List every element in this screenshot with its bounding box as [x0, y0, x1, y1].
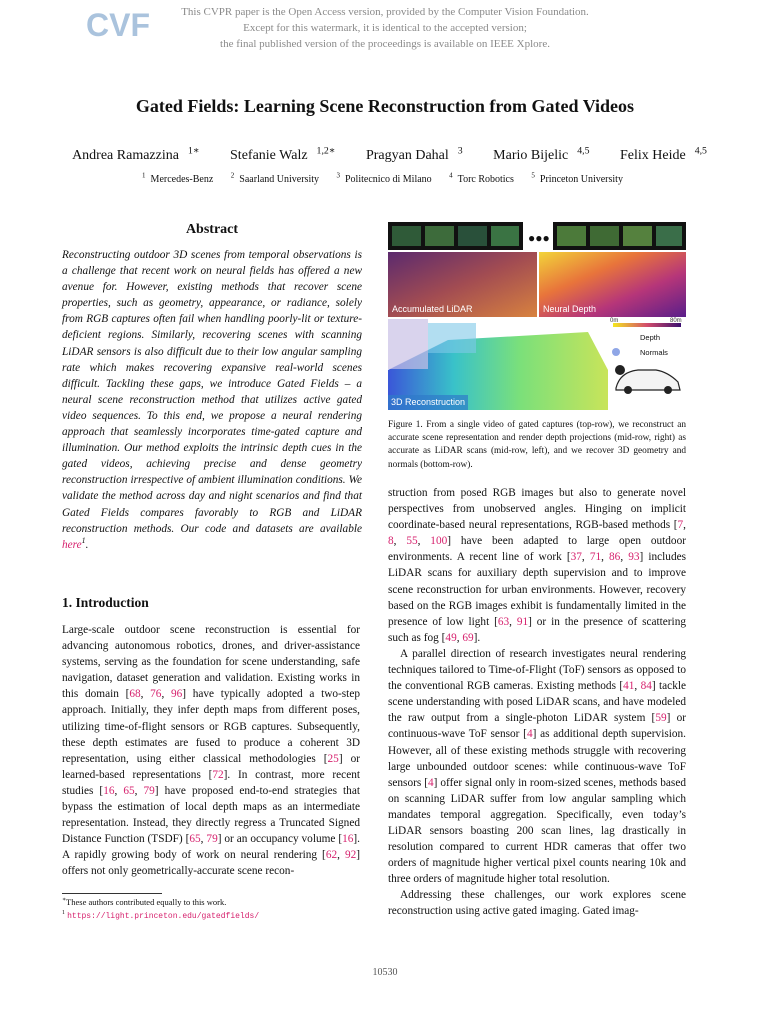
colorbar-min: 0m	[610, 318, 619, 324]
citation-link[interactable]: 71	[589, 551, 602, 564]
citation-link[interactable]: 91	[516, 615, 529, 628]
watermark-line-1: This CVPR paper is the Open Access version, provided by the Computer Vision Foundation.	[181, 6, 589, 18]
citation-link[interactable]: 93	[628, 551, 640, 564]
label-accumulated-lidar: Accumulated LiDAR	[392, 304, 473, 314]
label-neural-depth: Neural Depth	[543, 304, 597, 314]
cvf-logo	[84, 6, 150, 47]
abstract-heading: Abstract	[185, 222, 239, 237]
citation-link[interactable]: 37	[570, 551, 582, 564]
citation-link[interactable]: 79	[206, 833, 218, 846]
section-heading-introduction: 1. Introduction	[62, 595, 149, 610]
figure-1	[388, 220, 686, 410]
citation-link[interactable]: 92	[344, 849, 357, 862]
citation-link[interactable]: 16	[103, 784, 115, 797]
ellipsis-dots: ●●●	[528, 231, 550, 245]
label-3d-reconstruction: 3D Reconstruction	[391, 397, 466, 407]
citation-link[interactable]: 49	[445, 631, 457, 644]
citation-link[interactable]: 8	[388, 535, 394, 548]
paragraph: Addressing these challenges, our work explores scene reconstruction using active gated imaging. Gated imag-	[388, 889, 686, 918]
reconstruction-panel	[388, 318, 686, 410]
legend-normals: Normals	[640, 348, 668, 357]
paper-title: Gated Fields: Learning Scene Reconstruction from Gated Videos	[135, 96, 635, 116]
project-url-link[interactable]: https://light.princeton.edu/gatedfields/	[67, 912, 260, 921]
paragraph: A parallel direction of research investigates neural rendering techniques tailored to Time-of-Flight (ToF) sensors as opposed to the conventional RGB cameras. Existing methods [41, 84] tackle scene understanding with posed LiDAR scans, and have modeled the raw output from a single-photon LiDAR system [59] or continuous-wave ToF sensor [4] as additional depth supervision. However, all of these existing methods struggle with recovering large unbounded outdoor scenes: while continuous-wave ToF sensors [4] offer signal only in room-sized scenes, methods based on scanning LiDAR suffer from low angular sampling which mandates temporal aggregation. Specifically, even today’s LiDAR sensors boasting 200 scan lines, lag drastically in resolution compared to current HDR cameras that offer two orders of magnitude higher vertical pixel counts nearing 10k and three orders of magnitude higher total resolution.	[388, 647, 687, 886]
watermark-line-2: Except for this watermark, it is identical to the accepted version;	[243, 22, 527, 34]
code-link[interactable]: here	[62, 538, 82, 551]
author: Andrea Ramazzina $^{1∗}$	[72, 145, 200, 163]
sensor-icon	[615, 365, 625, 375]
author: Mario Bijelic $^{4,5}$	[493, 145, 590, 163]
citation-link[interactable]: 59	[655, 712, 667, 725]
paragraph: struction from posed RGB images but also to generate novel perspectives from unobserved angles. Hinging on implicit coordinate-based neural representations, RGB-based methods [7, 8, 55, 100] have been adapted to large open outdoor environments. A recent line of work [37, 71, 86, 93] includes LiDAR scans for auxiliary depth supervision and to improve scene reconstruction for urban environments. However, recovery based on the RGB images exhibit is fundamentally limited in the presence of low light [63, 91] or in the presence of scattering such as fog [49, 69].	[388, 487, 686, 644]
figure-1-caption: Figure 1. From a single video of gated captures (top-row), we reconstruct an accurate scene representation and render depth projections (mid-row, right) as accurate as LiDAR scans (mid-row, left), and we recover 3D geometry and normals (bottom-row).	[388, 420, 686, 470]
citation-link[interactable]: 65	[189, 833, 201, 846]
citation-link[interactable]: 69	[462, 631, 474, 644]
author: Pragyan Dahal $^3$	[365, 145, 463, 163]
author: Stefanie Walz $^{1,2∗}$	[230, 145, 336, 163]
right-column-text	[388, 485, 686, 920]
citation-link[interactable]: 7	[677, 519, 684, 532]
affiliation-list	[0, 171, 770, 185]
intro-paragraph: Large-scale outdoor scene reconstruction is essential for advancing autonomous robotics, drones, and driver-assistance systems, serving as the foundation for scene understanding, safe navigation, dataset generation and validation. Existing works in this domain [68, 76, 96] have typically adopted a two-step approach. Initially, they infer depth maps from different poses, utilizing time-of-flight sensors or RGB captures. Subsequently, these depth estimates are fused to produce a coherent 3D representation, using either classical methodologies [25] or learned-based representations [72]. In contrast, more recent studies [16, 65, 79] have proposed end-to-end strategies that bypass the estimation of local depth maps as an intermediate representation. Instead, they directly regress a Truncated Signed Distance Function (TSDF) [65, 79] or an occupancy volume [16]. A rapidly growing body of work on neural rendering [62, 92] offers not only geometrically-accurate scene recon-	[62, 624, 360, 878]
watermark-line-3: the final published version of the proceedings is available on IEEE Xplore.	[220, 38, 550, 50]
citation-link[interactable]: 96	[170, 688, 183, 701]
affiliation: $^3$ Politecnico di Milano	[336, 171, 432, 185]
affiliation: $^2$ Saarland University	[230, 171, 319, 185]
affiliation: $^4$ Torc Robotics	[449, 171, 514, 185]
citation-link[interactable]: 25	[327, 752, 339, 765]
citation-link[interactable]: 76	[150, 688, 162, 701]
accumulated-lidar-panel	[388, 252, 537, 317]
citation-link[interactable]: 63	[497, 615, 510, 628]
citation-link[interactable]: 86	[609, 551, 621, 564]
cvf-logo-text: CVF	[86, 7, 150, 43]
footnote-rule	[62, 893, 162, 894]
citation-link[interactable]: 79	[143, 784, 155, 797]
author-list	[0, 145, 770, 164]
citation-link[interactable]: 72	[212, 768, 224, 781]
abstract-text: Reconstructing outdoor 3D scenes from temporal observations is a challenge that recent work on neural fields has offered a new avenue for. However, existing methods that recover scene properties, such as geometry, appearance, or radiance, solely from RGB captures often fail when handling poorly-lit or texture-deficient regions. Similarly, recovering scenes with scanning LiDAR sensors is also difficult due to their low angular sampling rate which makes recovering expansive real-world scenes difficult. Tackling these gaps, we introduce Gated Fields – a neural scene reconstruction method that utilizes active gated video sequences. To this end, we propose a neural rendering approach that seamlessly incorporates time-gated capture and illumination. Our method exploits the intrinsic depth cues in the gated videos, achieving precise and dense geometry reconstruction irrespective of ambient illumination conditions. We validate the method across day and night scenarios and find that Gated Fields compares favorably to RGB and LiDAR reconstruction methods. Our code and datasets are available here$^1$.	[62, 249, 362, 551]
citation-link[interactable]: 4	[526, 728, 533, 741]
affiliation: $^5$ Princeton University	[531, 171, 623, 185]
footnote-url: $^1$ https://light.princeton.edu/gatedfields/	[62, 910, 260, 921]
citation-link[interactable]: 55	[406, 535, 418, 548]
citation-link[interactable]: 62	[325, 849, 338, 862]
citation-link[interactable]: 100	[430, 535, 448, 548]
gated-video-strip	[388, 222, 686, 250]
citation-link[interactable]: 16	[342, 833, 354, 846]
colorbar-max: 80m	[670, 318, 682, 324]
citation-link[interactable]: 65	[123, 784, 135, 797]
affiliation: $^1$ Mercedes-Benz	[142, 171, 214, 185]
page-number: 10530	[372, 967, 398, 978]
footnote-equal-contribution: ∗These authors contributed equally to this work.	[62, 897, 227, 907]
citation-link[interactable]: 4	[428, 776, 434, 789]
neural-depth-panel	[539, 252, 686, 317]
citation-link[interactable]: 68	[129, 688, 141, 701]
legend-depth: Depth	[640, 333, 661, 342]
citation-link[interactable]: 84	[640, 680, 652, 693]
author: Felix Heide $^{4,5}$	[619, 145, 707, 163]
citation-link[interactable]: 41	[623, 680, 635, 693]
